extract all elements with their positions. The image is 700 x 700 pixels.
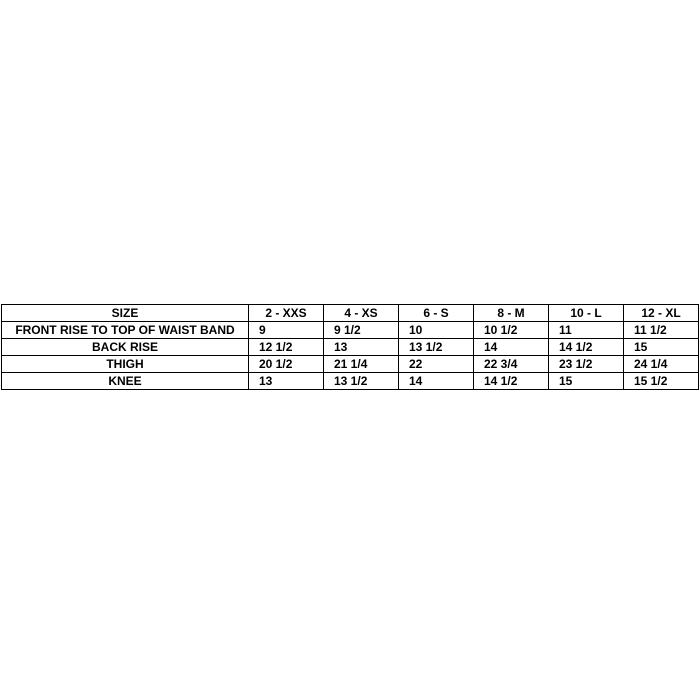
measurement-value: 13 1/2 (399, 339, 474, 356)
table-row (2, 339, 699, 356)
table-row (2, 373, 699, 390)
measurement-value: 11 (549, 322, 624, 339)
measurement-value: 23 1/2 (549, 356, 624, 373)
measurement-value: 21 1/4 (324, 356, 399, 373)
size-header-label: SIZE (2, 305, 249, 322)
size-column-header: 2 - XXS (249, 305, 324, 322)
table-row (2, 356, 699, 373)
table-row (2, 322, 699, 339)
size-column-header: 8 - M (474, 305, 549, 322)
measurement-value: 10 (399, 322, 474, 339)
measurement-value: 22 3/4 (474, 356, 549, 373)
measurement-label: BACK RISE (2, 339, 249, 356)
measurement-value: 12 1/2 (249, 339, 324, 356)
size-column-header: 10 - L (549, 305, 624, 322)
measurement-label: THIGH (2, 356, 249, 373)
measurement-value: 15 (624, 339, 699, 356)
size-column-header: 6 - S (399, 305, 474, 322)
size-column-header: 12 - XL (624, 305, 699, 322)
measurement-value: 13 (324, 339, 399, 356)
measurement-value: 11 1/2 (624, 322, 699, 339)
size-chart-table (1, 304, 699, 390)
measurement-value: 14 1/2 (549, 339, 624, 356)
measurement-value: 9 (249, 322, 324, 339)
measurement-value: 13 1/2 (324, 373, 399, 390)
measurement-value: 14 (399, 373, 474, 390)
size-header-row (2, 305, 699, 322)
size-column-header: 4 - XS (324, 305, 399, 322)
measurement-value: 10 1/2 (474, 322, 549, 339)
measurement-value: 13 (249, 373, 324, 390)
measurement-label: KNEE (2, 373, 249, 390)
measurement-value: 15 1/2 (624, 373, 699, 390)
measurement-value: 20 1/2 (249, 356, 324, 373)
measurement-value: 14 (474, 339, 549, 356)
measurement-value: 24 1/4 (624, 356, 699, 373)
measurement-value: 15 (549, 373, 624, 390)
measurement-value: 14 1/2 (474, 373, 549, 390)
measurement-value: 9 1/2 (324, 322, 399, 339)
measurement-value: 22 (399, 356, 474, 373)
measurement-label: FRONT RISE TO TOP OF WAIST BAND (2, 322, 249, 339)
